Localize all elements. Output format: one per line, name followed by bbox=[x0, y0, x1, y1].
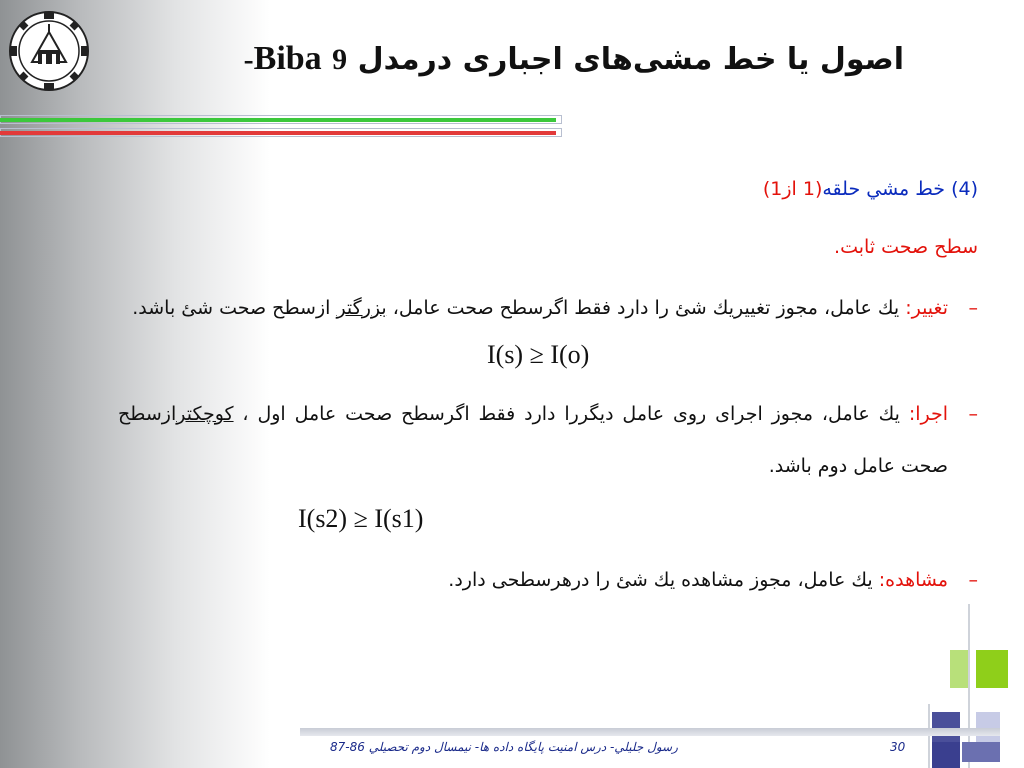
bullet-observe bbox=[118, 554, 978, 606]
title-number: 9- bbox=[243, 43, 348, 76]
decor-square bbox=[962, 742, 1000, 762]
bullet-marker: – bbox=[968, 297, 978, 319]
red-stripe bbox=[0, 131, 556, 135]
decor-square bbox=[950, 650, 968, 688]
bullet-marker: – bbox=[968, 569, 978, 591]
page-number: 30 bbox=[890, 740, 906, 754]
bullet-execute-label: اجرا: bbox=[908, 403, 948, 425]
green-stripe bbox=[0, 118, 556, 122]
decor-square bbox=[976, 712, 1000, 742]
formula-execute: I(s2) ≥ I(s1) bbox=[298, 504, 424, 533]
bullet-marker: – bbox=[968, 403, 978, 425]
bullet-observe-text: مشاهده: يك عامل، مجوز مشاهده يك شئ را درهرسطحی دارد. bbox=[448, 569, 948, 591]
section-heading bbox=[98, 178, 978, 200]
title-text: اصول یا خط مشی‌های اجباری درمدل bbox=[357, 42, 904, 77]
bullet-execute-text: اجرا: يك عامل، مجوز اجرای روی عامل دیگررا دارد فقط اگرسطح صحت عامل اول ، کوچکترازسطح صحت عامل دوم باشد. bbox=[118, 403, 948, 477]
bullet-modify bbox=[118, 282, 978, 334]
decor-square bbox=[976, 650, 1008, 688]
decor-square bbox=[932, 712, 960, 742]
heading-blue-text: (4) خط مشي حلقه bbox=[822, 178, 978, 200]
underlined-word: بزرگتر bbox=[336, 297, 387, 319]
footer-bar bbox=[300, 728, 1000, 736]
slide-title bbox=[244, 40, 904, 78]
university-seal-icon bbox=[8, 10, 90, 92]
formula-modify: I(s) ≥ I(o) bbox=[487, 340, 590, 369]
footer-text: رسول جليلي- درس امنيت پايگاه داده ها- نيمسال دوم تحصيلي 86-87 bbox=[330, 740, 678, 754]
underlined-word: کوچکتر bbox=[176, 403, 234, 425]
decor-vertical-line bbox=[928, 704, 930, 768]
section-subheading: سطح صحت ثابت. bbox=[834, 236, 978, 258]
title-model-name: Biba bbox=[253, 40, 322, 77]
bullet-observe-label: مشاهده: bbox=[878, 569, 948, 591]
bullet-modify-text: تغییر: يك عامل، مجوز تغییريك شئ را دارد فقط اگرسطح صحت عامل، بزرگتر ازسطح صحت شئ باشد. bbox=[132, 297, 948, 319]
decor-square bbox=[932, 742, 960, 768]
bullet-modify-label: تغییر: bbox=[905, 297, 948, 319]
heading-red-text: (1 از1) bbox=[762, 178, 823, 200]
bullet-execute bbox=[118, 388, 978, 492]
